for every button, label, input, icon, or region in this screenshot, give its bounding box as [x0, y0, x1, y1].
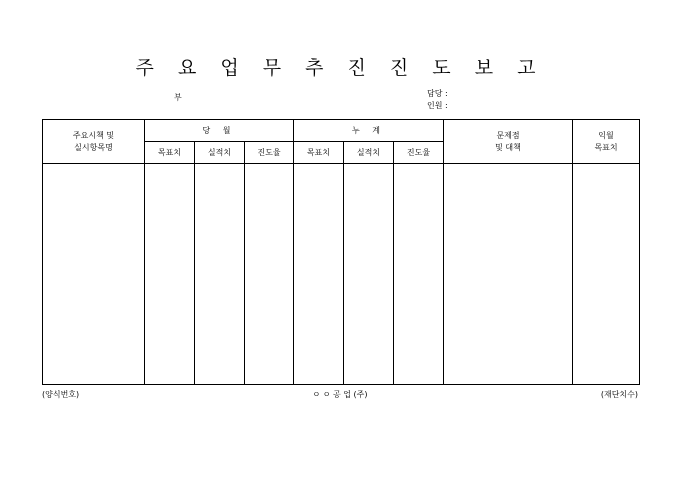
cumulative-actual-header: 실적치: [344, 142, 394, 164]
month-progress-header: 진도율: [245, 142, 294, 164]
department-label: 부: [174, 93, 182, 102]
page-title: 주 요 업 무 추 진 진 도 보 고: [135, 57, 545, 79]
issues-measures-cell[interactable]: [444, 164, 573, 385]
next-month-target-cell[interactable]: [573, 164, 640, 385]
company-name: ㅇ ㅇ 공 업 (주): [312, 390, 368, 399]
month-progress-cell[interactable]: [245, 164, 294, 385]
header-issues-measures: [444, 120, 573, 164]
cumulative-actual-cell[interactable]: [344, 164, 394, 385]
month-actual-cell[interactable]: [195, 164, 245, 385]
header-current-month: 당 월: [145, 120, 294, 142]
policy-items-cell[interactable]: [43, 164, 145, 385]
header-next-line1: 익월: [598, 130, 614, 140]
month-actual-header: 실적치: [195, 142, 245, 164]
cumulative-progress-cell[interactable]: [394, 164, 444, 385]
header-policy-line1: 주요시책 및: [72, 130, 115, 140]
cumulative-target-cell[interactable]: [294, 164, 344, 385]
staff-label: 인원 :: [427, 101, 448, 110]
month-target-header: 목표치: [145, 142, 195, 164]
header-policy-line2: 실시항목명: [74, 142, 113, 152]
header-issues-line2: 및 대책: [495, 142, 521, 152]
header-next-month-target: [573, 120, 640, 164]
month-target-cell[interactable]: [145, 164, 195, 385]
header-next-line2: 목표치: [594, 142, 618, 152]
form-number-label: (양식번호): [42, 390, 80, 399]
progress-report-table: [42, 119, 640, 385]
header-cumulative: 누 계: [294, 120, 444, 142]
cumulative-progress-header: 진도율: [394, 142, 444, 164]
header-policy-items: [43, 120, 145, 164]
manager-label: 담당 :: [427, 89, 448, 98]
header-issues-line1: 문제점: [496, 130, 520, 140]
cumulative-target-header: 목표치: [294, 142, 344, 164]
cut-size-label: (재단치수): [600, 390, 638, 399]
